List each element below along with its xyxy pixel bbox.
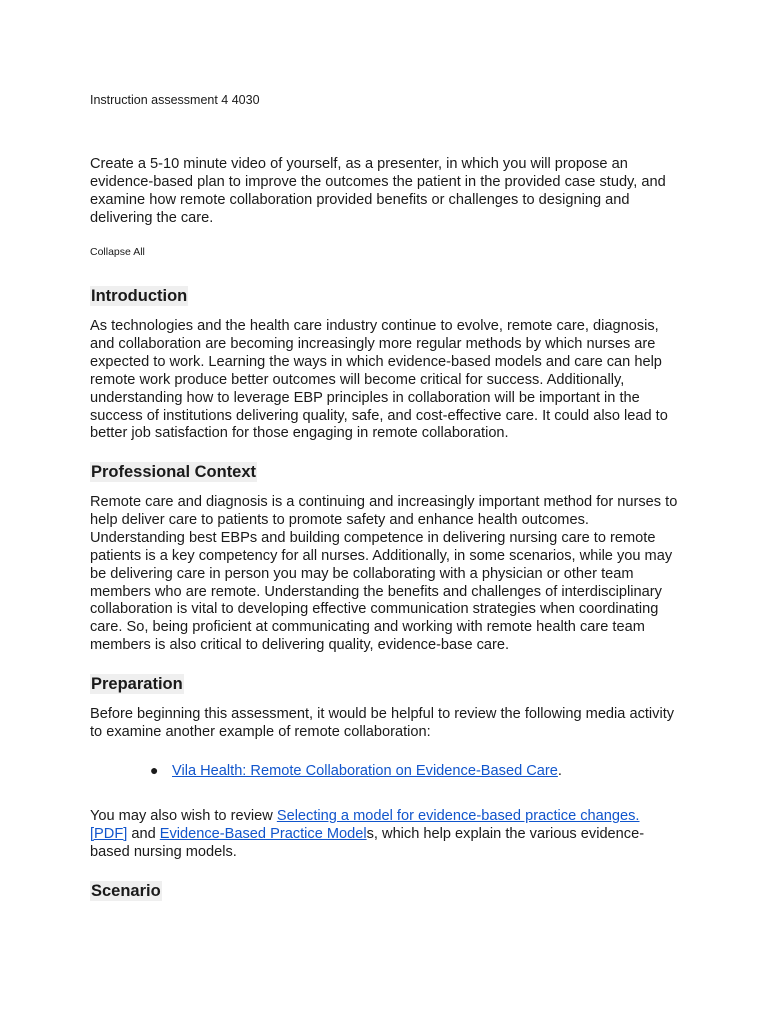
vila-health-link[interactable]: Vila Health: Remote Collaboration on Evidence-Based Care <box>172 763 558 779</box>
review-middle: and <box>127 825 160 842</box>
scenario-heading: Scenario <box>91 882 161 900</box>
media-activity-list-item <box>150 761 562 780</box>
introduction-body: As technologies and the health care industry continue to evolve, remote care, diagnosis, and collaboration are becoming increasingly more regular methods by which nurses are expected to work. Learning the ways in which evidence-based models and care can help remote work produce better outcomes will become critical for success. Additionally, understanding how to leverage EBP principles in collaboration will be important in the success of institutions delivering quality, safe, and cost-effective care. It could also lead to better job satisfaction for those engaging in remote collaboration. <box>90 318 668 442</box>
selecting-model-pdf-link[interactable]: Selecting a model for evidence-based practice changes. [PDF] <box>90 808 640 842</box>
preparation-heading: Preparation <box>91 675 183 693</box>
professional-context-body: Remote care and diagnosis is a continuing and increasingly important method for nurses to help deliver care to patients to promote safety and enhance health outcomes. Understanding best EBPs and building competence in delivering nursing care to remote patients is a key competency for all nurses. Additionally, in some scenarios, while you may be delivering care in person you may be collaborating with a physician or other team members who are remote. Understanding the benefits and challenges of interdisciplinary collaboration is vital to developing effective communication strategies when coordinating care. So, being proficient at communicating and working with remote health care team members is also critical to delivering quality, evidence-base care. <box>90 494 678 654</box>
review-paragraph <box>90 808 680 862</box>
bullet-icon: ● <box>150 762 159 778</box>
review-suffix: s, which help explain the various evidence-based nursing models. <box>90 825 645 860</box>
preparation-body: Before beginning this assessment, it would be helpful to review the following media activity to examine another example of remote collaboration: <box>90 706 675 740</box>
review-prefix: You may also wish to review <box>90 808 277 824</box>
introduction-heading: Introduction <box>91 287 188 305</box>
professional-context-heading: Professional Context <box>91 463 257 481</box>
assessment-summary: Create a 5-10 minute video of yourself, as a presenter, in which you will propose an evidence-based plan to improve the outcomes the patient in the provided case study, and examine how remote collaboration provided benefits or challenges to designing and delivering the care. <box>90 156 666 226</box>
ebp-model-link[interactable]: Evidence-Based Practice Model <box>159 825 367 842</box>
document-title: Instruction assessment 4 4030 <box>90 93 260 107</box>
bullet-suffix: . <box>557 763 562 779</box>
collapse-all-link[interactable]: Collapse All <box>90 246 145 258</box>
